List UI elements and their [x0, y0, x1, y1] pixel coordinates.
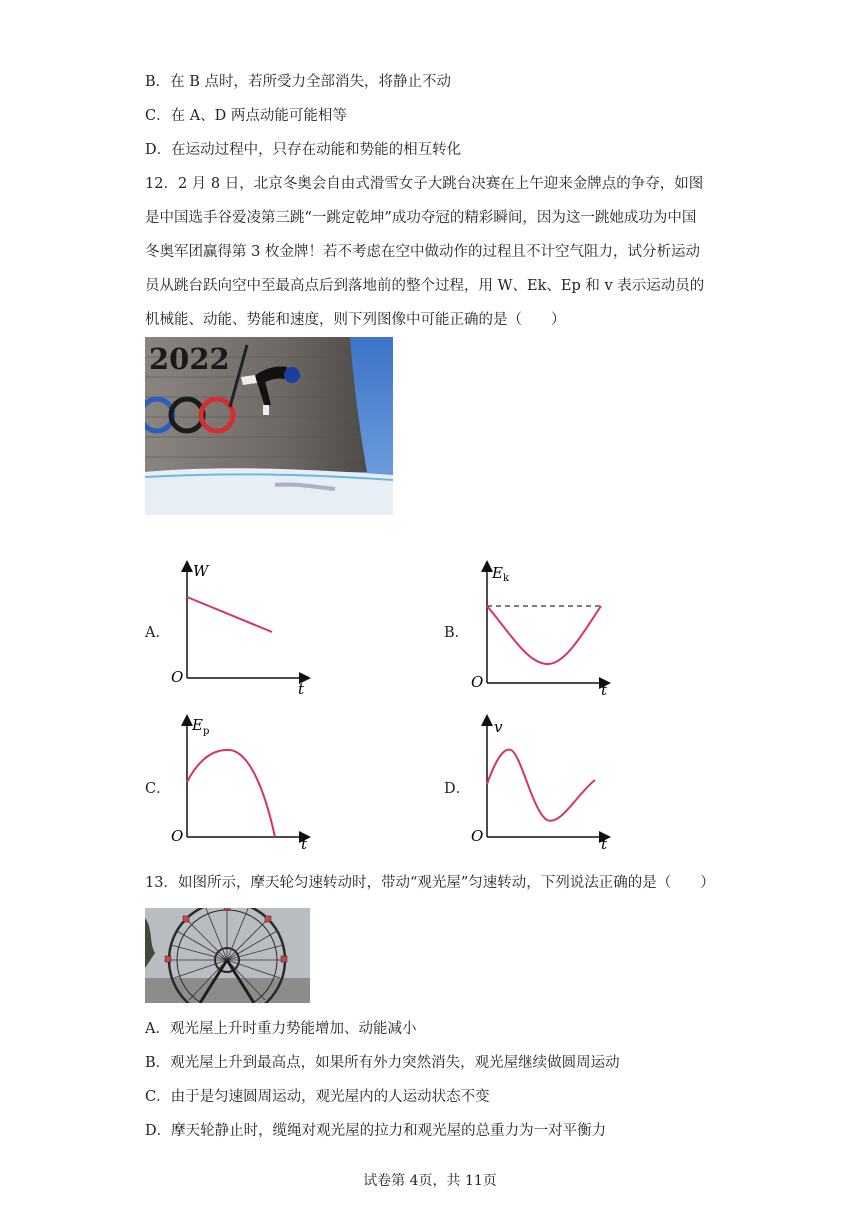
- origin-label: O: [171, 827, 184, 845]
- x-axis-label: t: [298, 680, 305, 698]
- x-axis-label: t: [601, 681, 608, 698]
- q12-option-b-label: B．: [444, 625, 470, 641]
- q12-graph-d: [465, 712, 615, 852]
- y-axis-subscript: p: [203, 726, 210, 737]
- q11-option-c: C．在 A、D 两点动能可能相等: [145, 108, 347, 124]
- q13-ferris-wheel-photo: [145, 908, 310, 1003]
- q12-stem-line: 机械能、动能、势能和速度，则下列图像中可能正确的是（ ）: [145, 312, 566, 328]
- q12-stem: [145, 167, 720, 337]
- q12-option-a-label: A．: [145, 625, 170, 641]
- graph-a-curve: [187, 597, 272, 632]
- y-axis-label: W: [193, 562, 209, 580]
- q12-graph-a: [165, 558, 315, 698]
- x-axis-label: t: [601, 835, 608, 852]
- y-axis-label: E: [492, 564, 503, 582]
- q11-option-d: D．在运动过程中，只存在动能和势能的相互转化: [145, 142, 462, 158]
- q13-stem: 13．如图所示，摩天轮匀速转动时，带动“观光屋”匀速转动，下列说法正确的是（ ）: [145, 875, 715, 891]
- page-footer: 试卷第 4页，共 11页: [363, 1173, 497, 1189]
- photo-2022-text: 2022: [149, 342, 230, 376]
- q12-option-c-label: C．: [145, 781, 171, 797]
- graph-d-curve: [487, 750, 595, 821]
- graph-b-curve: [487, 606, 601, 664]
- q12-graph-c: [165, 712, 315, 852]
- y-axis-label: E: [192, 716, 203, 734]
- graph-c-curve: [187, 750, 275, 837]
- q13-option-c: C．由于是匀速圆周运动，观光屋内的人运动状态不变: [145, 1089, 490, 1105]
- origin-label: O: [471, 673, 484, 691]
- q13-option-a: A．观光屋上升时重力势能增加、动能减小: [145, 1021, 417, 1037]
- q11-option-b: B．在 B 点时，若所受力全部消失，将静止不动: [145, 74, 452, 90]
- q12-stem-line: 是中国选手谷爱凌第三跳“一跳定乾坤”成功夺冠的精彩瞬间，因为这一跳她成功为中国: [145, 210, 697, 226]
- q12-stem-line: 员从跳台跃向空中至最高点后到落地前的整个过程，用 W、Ek、Ep 和 v 表示运动员的: [145, 278, 705, 294]
- x-axis-label: t: [301, 835, 308, 852]
- origin-label: O: [471, 827, 484, 845]
- q12-graph-b: [465, 558, 615, 698]
- y-axis-label: v: [494, 718, 503, 736]
- y-axis-subscript: k: [503, 573, 510, 584]
- q12-option-d-label: D．: [444, 781, 471, 797]
- q12-stem-line: 冬奥军团赢得第 3 枚金牌！若不考虑在空中做动作的过程且不计空气阻力，试分析运动: [145, 244, 700, 260]
- q12-skier-photo: [145, 337, 393, 515]
- q12-stem-line: 12．2 月 8 日，北京冬奥会自由式滑雪女子大跳台决赛在上午迎来金牌点的争夺，如图: [145, 176, 704, 192]
- origin-label: O: [171, 668, 184, 686]
- q13-option-d: D．摩天轮静止时，缆绳对观光屋的拉力和观光屋的总重力为一对平衡力: [145, 1123, 607, 1139]
- q13-option-b: B．观光屋上升到最高点，如果所有外力突然消失，观光屋继续做圆周运动: [145, 1055, 620, 1071]
